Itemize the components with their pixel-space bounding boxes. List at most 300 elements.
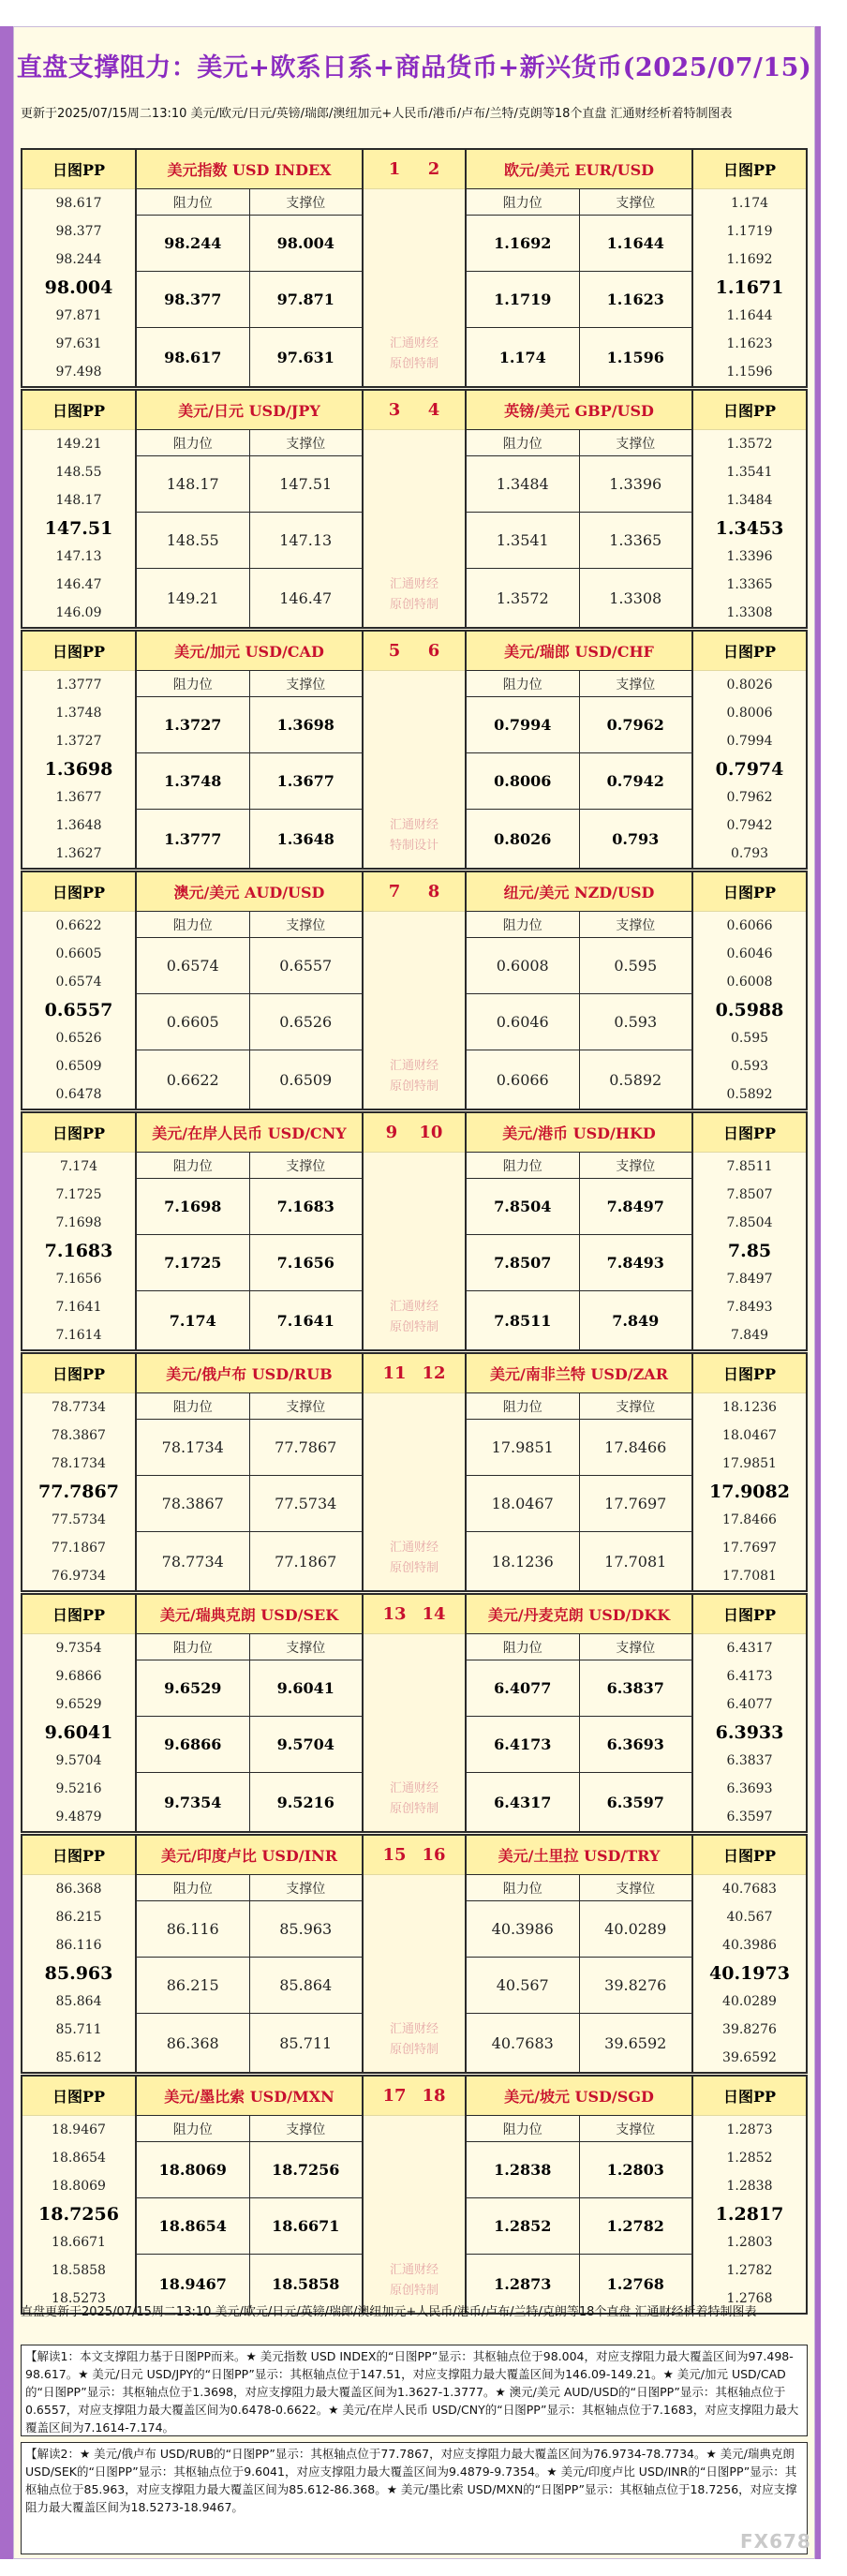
level-row: [467, 1235, 691, 1291]
pp-column-right: [693, 150, 806, 386]
support-value: 17.8466: [604, 1438, 667, 1456]
pair-table-left: [135, 1354, 364, 1590]
resistance-value: 1.3541: [467, 513, 580, 568]
pp-level-value: 7.1725: [55, 1187, 102, 1202]
pp-level-value: 0.6605: [55, 946, 102, 961]
pp-level-value: 6.4077: [726, 1697, 773, 1712]
pp-level-value: 0.593: [730, 1059, 769, 1074]
pair-number-left: 17: [382, 2086, 407, 2106]
pp-level-value: 7.1614: [55, 1328, 102, 1343]
pair-section: [21, 871, 808, 1110]
pp-column-left: [22, 632, 135, 868]
pp-level-value: 7.8511: [726, 1159, 773, 1174]
level-row: [467, 1179, 691, 1235]
level-row: [137, 216, 362, 272]
pair-numbers: [364, 391, 465, 430]
pp-level-value: 18.6671: [52, 2235, 106, 2250]
support-header: 支撑位: [286, 677, 326, 692]
pair-table-left: [135, 150, 364, 386]
support-value: 9.5704: [276, 1735, 334, 1753]
pp-column-left: [22, 1354, 135, 1590]
support-value: 0.6526: [279, 1013, 333, 1031]
level-row: [137, 1901, 362, 1958]
pair-number-left: 5: [388, 641, 401, 661]
level-row: [467, 2198, 691, 2255]
resistance-value: 7.8511: [467, 1291, 580, 1349]
pair-numbers: [364, 632, 465, 671]
pair-number-left: 1: [388, 159, 401, 179]
level-row: [467, 810, 691, 868]
pair-numbers: [364, 150, 465, 189]
support-value: 1.2768: [606, 2274, 664, 2293]
pp-level-value: 0.6008: [726, 975, 773, 990]
watermark-line: 汇通财经: [389, 818, 438, 832]
resistance-value: 1.3777: [137, 810, 250, 868]
pp-level-value: 39.6592: [722, 2050, 777, 2065]
pp-column-right: [693, 2077, 806, 2313]
pp-level-value: 7.8504: [726, 1215, 773, 1230]
pp-level-value: 147.13: [55, 549, 102, 564]
pair-numbers: [364, 2077, 465, 2116]
pivot-value: 0.5988: [715, 1000, 784, 1020]
pp-level-value: 17.7081: [722, 1569, 777, 1584]
pp-header: 日图PP: [693, 391, 806, 430]
level-row: [467, 1420, 691, 1476]
support-header: 支撑位: [286, 917, 326, 933]
resistance-value: 1.2873: [467, 2255, 580, 2313]
resistance-header: 阻力位: [137, 1393, 250, 1419]
pp-level-value: 1.3648: [55, 818, 102, 833]
pp-level-value: 18.0467: [722, 1428, 777, 1443]
pp-level-value: 17.8466: [722, 1512, 777, 1527]
level-row: [137, 697, 362, 753]
pp-level-value: 7.8507: [726, 1187, 773, 1202]
pp-level-value: 1.3484: [726, 493, 773, 508]
pp-level-value: 17.9851: [722, 1456, 777, 1471]
watermark-line: 汇通财经: [389, 577, 438, 591]
pp-level-value: 86.368: [55, 1882, 102, 1897]
support-header: 支撑位: [286, 1640, 326, 1656]
watermark-line: 汇通财经: [389, 1781, 438, 1795]
support-value: 17.7081: [604, 1552, 667, 1571]
level-row: [137, 1179, 362, 1235]
support-header: 支撑位: [286, 2122, 326, 2137]
pp-header: 日图PP: [22, 872, 135, 912]
watermark-line: 汇通财经: [389, 1300, 438, 1314]
pivot-value: 6.3933: [715, 1722, 784, 1743]
pair-section: [21, 1593, 808, 1833]
pp-level-value: 148.55: [55, 465, 102, 480]
interpretation-note-2: 【解读2：★ 美元/俄卢布 USD/RUB的“日图PP”显示：其枢轴点位于77.7867，对应支撑阻力最大覆盖区间为76.9734-78.7734。★ 美元/瑞典克朗 USD/SEK的“日图PP”显示：其枢轴点位于9.6041，对应支撑阻力最大覆盖区间为9.4879-9.7354。★ 美元/印度卢比 USD/INR的“日图PP”显示：其枢轴点位于85.963，对应支撑阻力最大覆盖区间为85.612-86.368。★ 美元/墨比索 USD/MXN的“日图PP”显示：其枢轴点位于18.7256，对应支撑阻力最大覆盖区间为18.5273-18.9467。: [21, 2442, 808, 2554]
resistance-value: 1.3727: [137, 697, 250, 752]
pair-numbers: [364, 872, 465, 912]
pp-level-value: 1.2803: [726, 2235, 773, 2250]
pair-table-right: [465, 1113, 693, 1349]
pp-level-value: 1.1644: [726, 308, 773, 323]
support-value: 1.3648: [276, 829, 334, 848]
level-row: [137, 1476, 362, 1532]
pp-level-value: 6.4173: [726, 1669, 773, 1684]
watermark: [364, 1538, 465, 1579]
support-value: 9.5216: [276, 1793, 334, 1811]
resistance-value: 98.377: [137, 272, 250, 327]
pp-column-left: [22, 391, 135, 627]
pivot-value: 1.1671: [715, 277, 784, 298]
pair-table-right: [465, 632, 693, 868]
pivot-value: 0.6557: [44, 1000, 113, 1020]
watermark: [364, 2019, 465, 2061]
resistance-value: 40.3986: [467, 1901, 580, 1957]
support-value: 7.849: [612, 1311, 660, 1330]
pp-column-right: [693, 872, 806, 1109]
resistance-value: 17.9851: [467, 1420, 580, 1475]
resistance-value: 18.8069: [137, 2142, 250, 2197]
resistance-header: 阻力位: [137, 1153, 250, 1178]
pp-level-value: 97.871: [55, 308, 102, 323]
pp-level-value: 97.631: [55, 336, 102, 351]
support-header: 支撑位: [616, 677, 656, 692]
resistance-header: 阻力位: [467, 2116, 580, 2141]
pp-level-value: 85.864: [55, 1994, 102, 2009]
pair-number-left: 15: [382, 1845, 407, 1865]
level-row: [467, 2014, 691, 2072]
pair-number-column: [364, 1354, 465, 1590]
support-value: 98.004: [276, 234, 334, 252]
level-row: [467, 456, 691, 513]
support-value: 0.7942: [606, 772, 664, 790]
support-header: 支撑位: [616, 1881, 656, 1897]
support-header: 支撑位: [616, 1640, 656, 1656]
pp-level-value: 0.595: [730, 1031, 769, 1046]
pair-number-left: 13: [382, 1604, 407, 1624]
resistance-header: 阻力位: [467, 1393, 580, 1419]
level-header-row: [467, 189, 691, 216]
resistance-header: 阻力位: [467, 430, 580, 455]
watermark-line: 特制设计: [389, 839, 438, 853]
support-value: 147.13: [279, 531, 333, 549]
pp-level-value: 0.6066: [726, 918, 773, 933]
level-row: [467, 994, 691, 1050]
resistance-value: 0.8006: [467, 753, 580, 809]
pair-number-column: [364, 1836, 465, 2072]
pp-level-value: 7.8493: [726, 1300, 773, 1315]
pp-level-value: 7.1641: [55, 1300, 102, 1315]
pivot-value: 1.3698: [44, 759, 113, 780]
pp-level-value: 1.2873: [726, 2122, 773, 2137]
pp-header: 日图PP: [22, 2077, 135, 2116]
pair-name: 美元/坡元 USD/SGD: [467, 2077, 691, 2116]
pp-header: 日图PP: [693, 1354, 806, 1393]
pp-header: 日图PP: [22, 632, 135, 671]
support-value: 97.871: [276, 290, 334, 308]
support-header: 支撑位: [616, 436, 656, 452]
pp-column-left: [22, 872, 135, 1109]
support-value: 18.6671: [272, 2217, 340, 2235]
right-accent-bar: [815, 26, 821, 2559]
pp-level-value: 39.8276: [722, 2022, 777, 2037]
pair-name: 美元/俄卢布 USD/RUB: [137, 1354, 362, 1393]
resistance-value: 9.7354: [137, 1773, 250, 1831]
resistance-header: 阻力位: [467, 912, 580, 937]
pp-level-value: 1.3396: [726, 549, 773, 564]
watermark: [364, 815, 465, 856]
watermark-line: 原创特制: [389, 1802, 438, 1816]
resistance-value: 40.567: [467, 1958, 580, 2013]
pair-table-right: [465, 1595, 693, 1831]
watermark-line: 原创特制: [389, 357, 438, 371]
level-row: [467, 216, 691, 272]
pair-section: [21, 2075, 808, 2315]
pair-table-left: [135, 632, 364, 868]
pp-level-value: 1.3572: [726, 437, 773, 452]
pp-level-value: 9.6529: [55, 1697, 102, 1712]
resistance-value: 7.1725: [137, 1235, 250, 1290]
pp-level-value: 98.617: [55, 196, 102, 211]
pp-level-value: 0.8026: [726, 678, 773, 692]
pp-level-value: 77.1867: [52, 1541, 106, 1556]
pp-level-value: 9.4879: [55, 1809, 102, 1824]
resistance-value: 7.174: [137, 1291, 250, 1349]
pp-level-value: 18.8654: [52, 2151, 106, 2166]
level-row: [137, 1773, 362, 1831]
pp-level-value: 0.7962: [726, 790, 773, 805]
support-value: 1.1644: [606, 234, 664, 252]
pp-level-value: 1.3727: [55, 734, 102, 749]
resistance-value: 6.4317: [467, 1773, 580, 1831]
resistance-value: 0.8026: [467, 810, 580, 868]
pp-level-value: 85.711: [55, 2022, 102, 2037]
pp-level-value: 40.567: [726, 1910, 773, 1925]
pair-number-left: 11: [382, 1363, 407, 1383]
pivot-value: 9.6041: [44, 1722, 113, 1743]
pp-level-value: 78.1734: [52, 1456, 106, 1471]
level-row: [467, 938, 691, 994]
support-value: 1.2803: [606, 2161, 664, 2179]
support-value: 0.5892: [609, 1070, 662, 1089]
pair-name: 美元/土里拉 USD/TRY: [467, 1836, 691, 1875]
resistance-value: 1.1719: [467, 272, 580, 327]
resistance-value: 1.3748: [137, 753, 250, 809]
pair-name: 欧元/美元 EUR/USD: [467, 150, 691, 189]
pp-level-value: 1.3365: [726, 577, 773, 592]
level-header-row: [137, 1875, 362, 1901]
support-value: 9.6041: [276, 1679, 334, 1697]
pp-header: 日图PP: [693, 872, 806, 912]
support-value: 6.3693: [606, 1735, 664, 1753]
pp-level-value: 1.2782: [726, 2263, 773, 2278]
level-header-row: [137, 1393, 362, 1420]
pair-table-left: [135, 872, 364, 1109]
update-subtitle: 更新于2025/07/15周二13:10 美元/欧元/日元/英镑/瑞郎/澳纽加元+人民币/港币/卢布/兰特/克朗等18个直盘 汇通财经析着特制图表: [21, 107, 733, 121]
pp-level-value: 77.5734: [52, 1512, 106, 1527]
level-header-row: [137, 912, 362, 938]
level-row: [137, 569, 362, 627]
support-value: 77.7867: [275, 1438, 337, 1456]
resistance-value: 86.368: [137, 2014, 250, 2072]
resistance-value: 7.8504: [467, 1179, 580, 1234]
pp-header: 日图PP: [22, 1354, 135, 1393]
support-header: 支撑位: [286, 436, 326, 452]
pair-name: 美元/加元 USD/CAD: [137, 632, 362, 671]
support-value: 77.5734: [275, 1495, 337, 1512]
pp-level-value: 40.7683: [722, 1882, 777, 1897]
level-row: [137, 2198, 362, 2255]
pair-section: [21, 389, 808, 629]
resistance-value: 6.4077: [467, 1660, 580, 1716]
pair-numbers: [364, 1113, 465, 1153]
pp-column-right: [693, 391, 806, 627]
resistance-value: 0.6574: [137, 938, 250, 993]
pp-level-value: 9.6866: [55, 1669, 102, 1684]
support-header: 支撑位: [616, 1399, 656, 1415]
watermark-line: 汇通财经: [389, 336, 438, 350]
resistance-value: 0.6622: [137, 1050, 250, 1109]
support-value: 1.3677: [276, 772, 334, 790]
support-value: 40.0289: [604, 1920, 667, 1938]
watermark-line: 汇通财经: [389, 1059, 438, 1073]
pp-level-value: 78.3867: [52, 1428, 106, 1443]
pivot-value: 17.9082: [709, 1482, 790, 1502]
support-value: 7.8493: [606, 1254, 664, 1272]
pp-header: 日图PP: [22, 1113, 135, 1153]
pp-level-value: 1.2768: [726, 2291, 773, 2306]
resistance-value: 0.6008: [467, 938, 580, 993]
pp-level-value: 149.21: [55, 437, 102, 452]
support-header: 支撑位: [616, 2122, 656, 2137]
support-value: 6.3837: [606, 1679, 664, 1697]
pair-table-left: [135, 1595, 364, 1831]
watermark: [364, 1056, 465, 1097]
pp-level-value: 1.174: [730, 196, 769, 211]
middle-fill: [364, 671, 465, 868]
watermark-line: 原创特制: [389, 2043, 438, 2057]
pair-name: 美元/港币 USD/HKD: [467, 1113, 691, 1153]
pp-level-value: 1.1623: [726, 336, 773, 351]
pp-column-left: [22, 1595, 135, 1831]
resistance-value: 18.1236: [467, 1532, 580, 1590]
pp-header: 日图PP: [22, 1595, 135, 1634]
pp-level-value: 1.3308: [726, 605, 773, 620]
level-row: [137, 1717, 362, 1773]
pp-level-value: 0.793: [730, 846, 769, 861]
watermark: [364, 574, 465, 616]
resistance-header: 阻力位: [137, 912, 250, 937]
level-row: [467, 272, 691, 328]
resistance-value: 78.3867: [137, 1476, 250, 1531]
pp-level-value: 9.5216: [55, 1781, 102, 1796]
pair-section: [21, 630, 808, 870]
resistance-value: 7.8507: [467, 1235, 580, 1290]
pp-level-value: 0.6478: [55, 1087, 102, 1102]
pp-header: 日图PP: [22, 391, 135, 430]
watermark-line: 原创特制: [389, 1080, 438, 1094]
middle-fill: [364, 1153, 465, 1349]
pp-level-value: 148.17: [55, 493, 102, 508]
support-value: 1.3396: [609, 475, 662, 493]
pair-number-column: [364, 1595, 465, 1831]
pair-number-column: [364, 632, 465, 868]
pivot-value: 1.2817: [715, 2204, 784, 2225]
level-row: [137, 1660, 362, 1717]
pp-column-left: [22, 2077, 135, 2313]
level-row: [467, 1958, 691, 2014]
level-row: [137, 810, 362, 868]
middle-fill: [364, 189, 465, 386]
pp-header: 日图PP: [693, 1836, 806, 1875]
resistance-value: 149.21: [137, 569, 250, 627]
pair-number-right: 12: [422, 1363, 446, 1383]
pp-level-value: 0.7994: [726, 734, 773, 749]
watermark-line: 原创特制: [389, 1561, 438, 1575]
resistance-value: 9.6529: [137, 1660, 250, 1716]
pivot-value: 1.3453: [715, 518, 784, 539]
support-header: 支撑位: [286, 1399, 326, 1415]
support-value: 18.5858: [272, 2274, 340, 2293]
pp-level-value: 85.612: [55, 2050, 102, 2065]
level-row: [467, 1532, 691, 1590]
resistance-header: 阻力位: [137, 2116, 250, 2141]
pair-number-right: 18: [422, 2086, 446, 2106]
level-row: [137, 753, 362, 810]
resistance-value: 9.6866: [137, 1717, 250, 1772]
middle-fill: [364, 1875, 465, 2072]
watermark-line: 原创特制: [389, 2284, 438, 2298]
pp-column-right: [693, 1595, 806, 1831]
pp-column-right: [693, 1113, 806, 1349]
pair-number-column: [364, 2077, 465, 2313]
level-row: [137, 2014, 362, 2072]
middle-fill: [364, 430, 465, 627]
pair-table-left: [135, 1113, 364, 1349]
pair-table-right: [465, 1354, 693, 1590]
resistance-header: 阻力位: [137, 1875, 250, 1900]
support-value: 0.793: [612, 829, 660, 848]
pp-level-value: 0.7942: [726, 818, 773, 833]
watermark: [364, 1297, 465, 1338]
pp-header: 日图PP: [22, 1836, 135, 1875]
level-row: [467, 753, 691, 810]
pair-number-column: [364, 872, 465, 1109]
level-row: [467, 1476, 691, 1532]
pp-level-value: 18.5858: [52, 2263, 106, 2278]
support-value: 39.8276: [604, 1976, 667, 1994]
watermark-line: 汇通财经: [389, 1541, 438, 1555]
level-header-row: [137, 1634, 362, 1660]
pair-name: 美元/丹麦克朗 USD/DKK: [467, 1595, 691, 1634]
pp-level-value: 76.9734: [52, 1569, 106, 1584]
pivot-value: 147.51: [44, 518, 113, 539]
level-row: [467, 1291, 691, 1349]
watermark: [364, 334, 465, 375]
support-value: 0.6557: [279, 957, 333, 975]
watermark: [364, 2260, 465, 2301]
support-value: 0.595: [614, 957, 658, 975]
pivot-value: 18.7256: [38, 2204, 119, 2225]
support-header: 支撑位: [286, 195, 326, 211]
support-value: 1.2782: [606, 2217, 664, 2235]
level-row: [467, 328, 691, 386]
pp-column-right: [693, 632, 806, 868]
pp-level-value: 9.7354: [55, 1641, 102, 1656]
pp-header: 日图PP: [693, 2077, 806, 2116]
resistance-value: 0.6605: [137, 994, 250, 1050]
level-row: [137, 272, 362, 328]
pair-table-right: [465, 391, 693, 627]
pp-level-value: 1.1596: [726, 365, 773, 380]
pp-level-value: 98.377: [55, 224, 102, 239]
support-value: 146.47: [279, 588, 333, 607]
level-header-row: [467, 912, 691, 938]
